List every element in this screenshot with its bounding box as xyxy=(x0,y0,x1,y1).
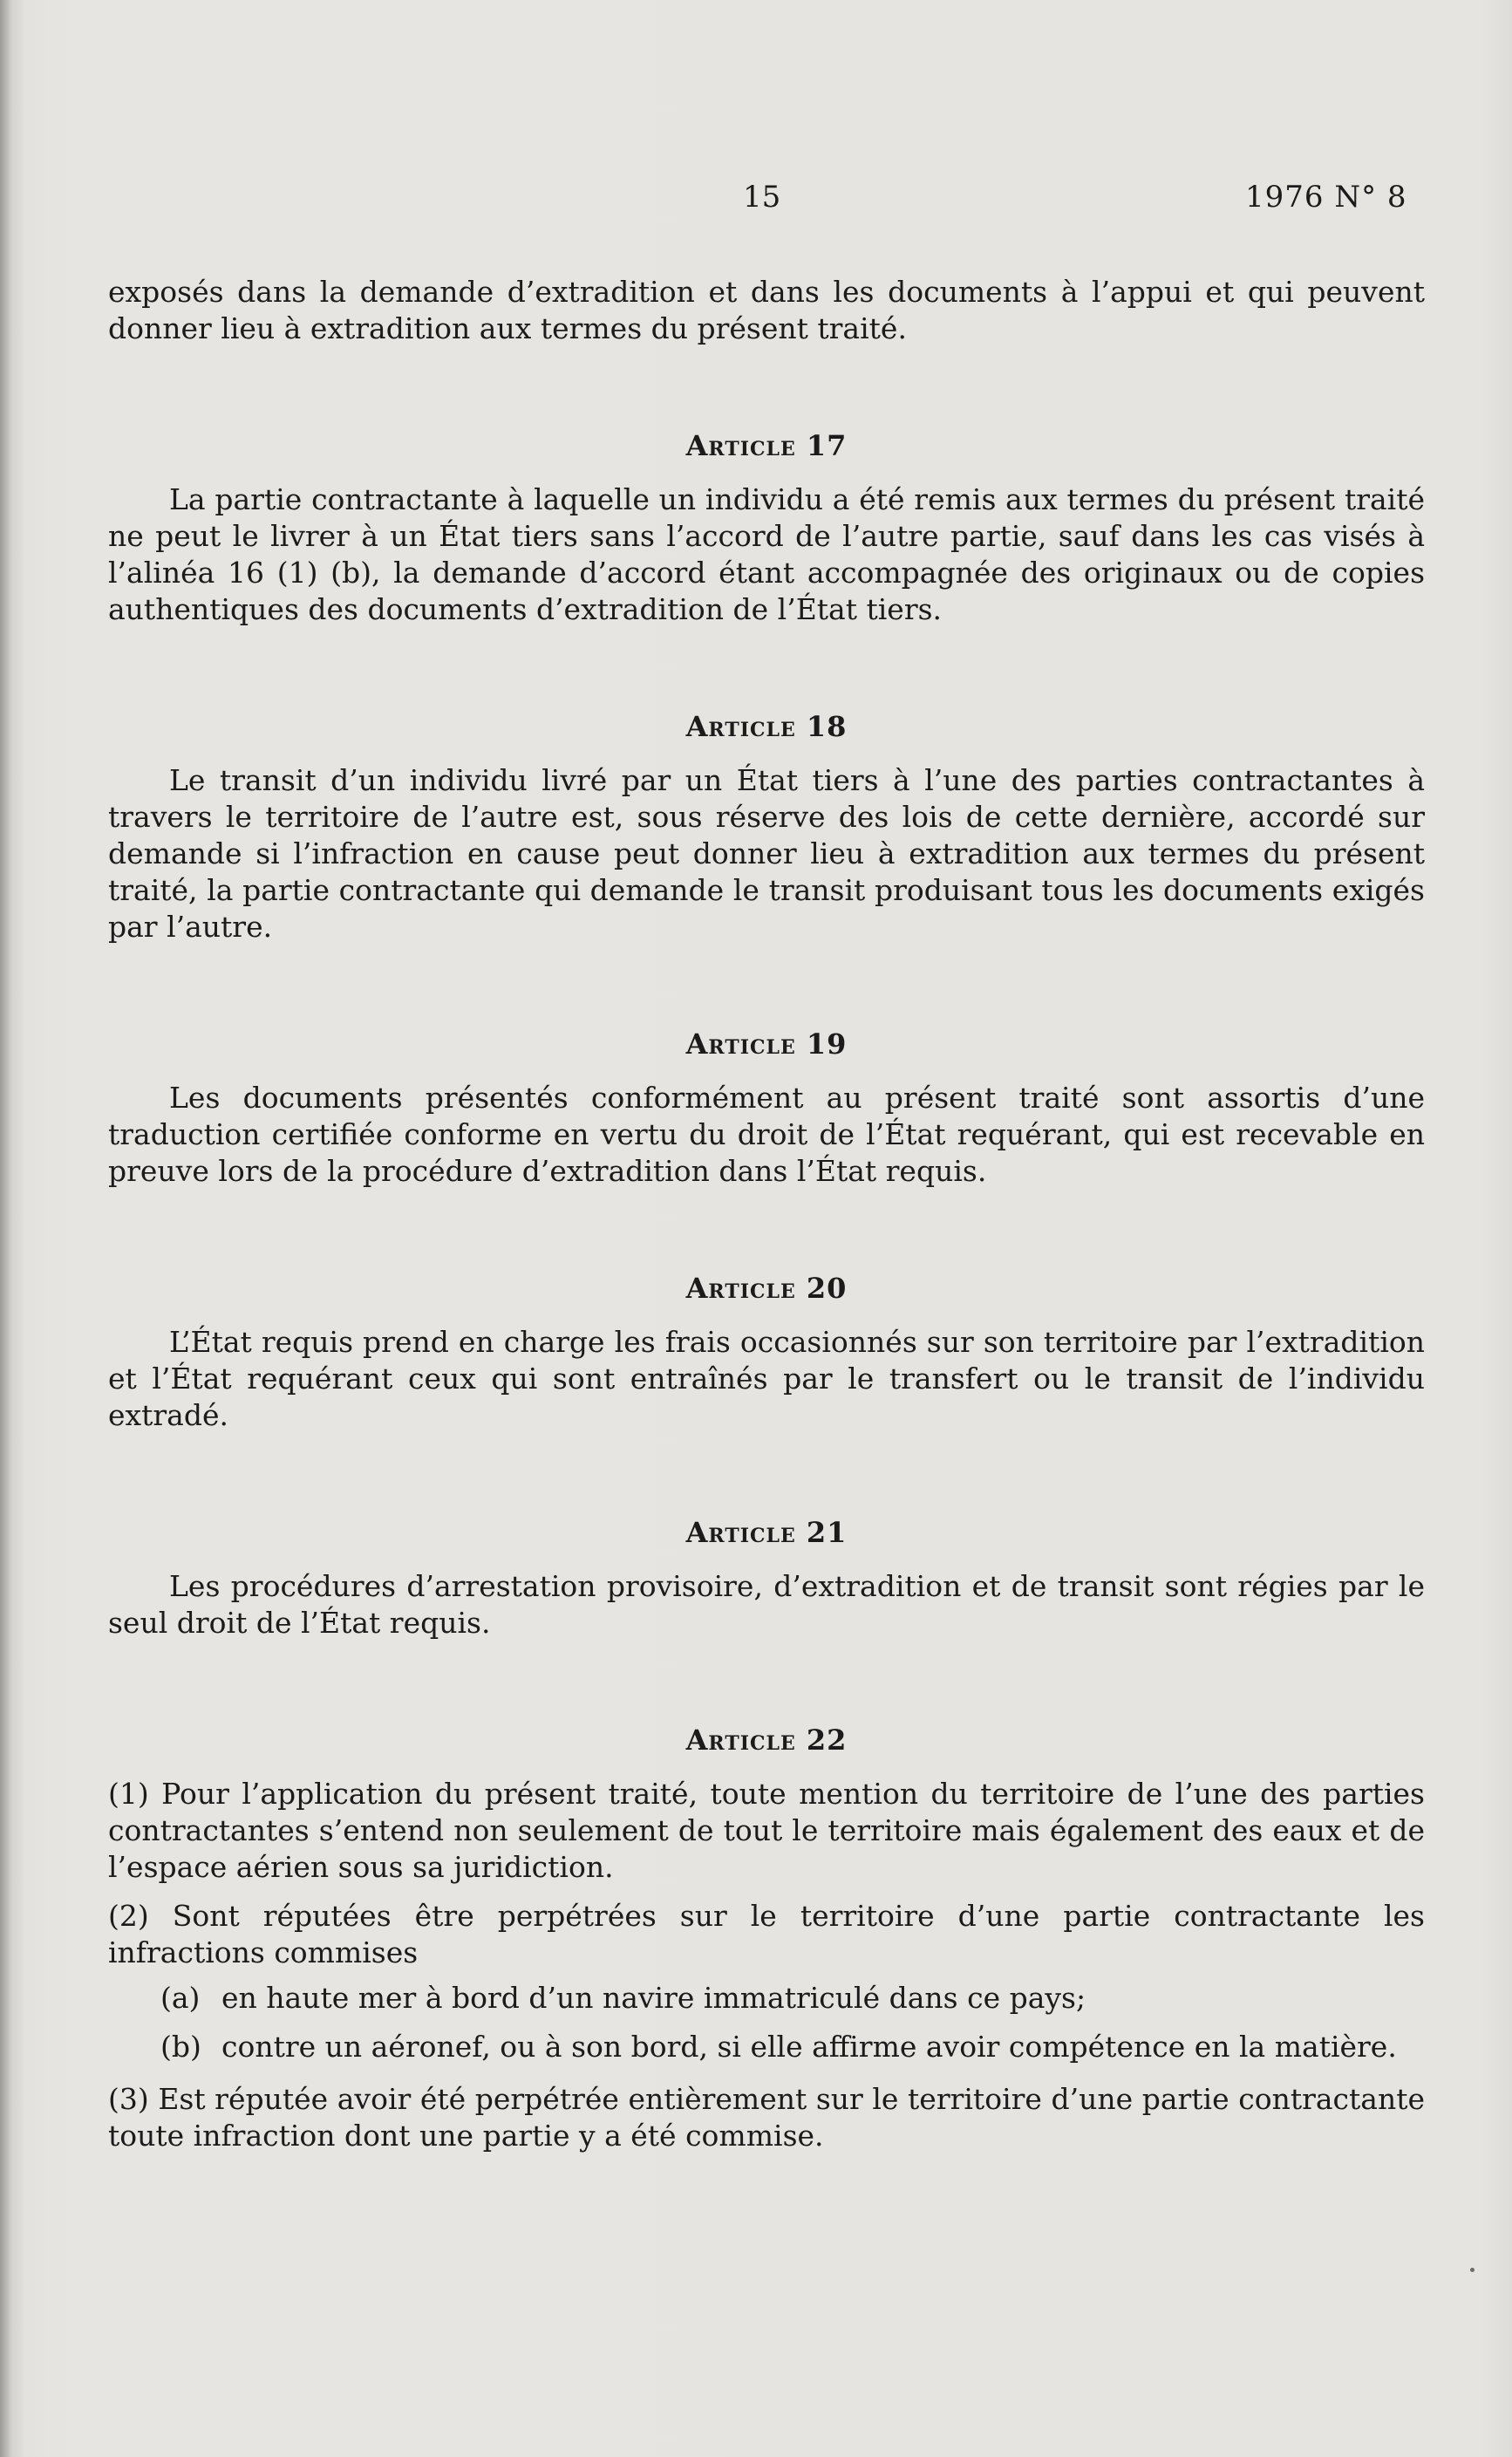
article-20-paragraph: L’État requis prend en charge les frais occasionnés sur son territoire par l’extradition et l’État requérant ceux qui sont entraînés par le transfert ou le transit de l’individu extradé. xyxy=(108,1325,1425,1432)
issue-number: 1976 N° 8 xyxy=(1245,180,1407,215)
article-22-paragraph-1: (1) Pour l’application du présent traité, toute mention du territoire de l’une des parties contractantes s’entend non seulement de tout le territoire mais également des eaux et de l’espace aérien sous sa juridiction. xyxy=(108,1777,1425,1884)
list-item xyxy=(160,2029,1425,2065)
article-21-title: Article 21 xyxy=(685,1516,848,1549)
item-text: contre un aéronef, ou à son bord, si elle affirme avoir compétence en la matière. xyxy=(221,2030,1397,2064)
page-content xyxy=(108,274,1425,2154)
article-19-paragraph: Les documents présentés conformément au présent traité sont assortis d’une traduction certifiée conforme en vertu du droit de l’État requérant, qui est recevable en preuve lors de la procédure d’extradition dans l’État requis. xyxy=(108,1081,1425,1188)
article-17-paragraph: La partie contractante à laquelle un individu a été remis aux termes du présent traité ne peut le livrer à un État tiers sans l’accord de l’autre partie, sauf dans les cas visés à l’alinéa 16 (1) (b), la demande d’accord étant accompagnée des originaux ou de copies authentiques des documents d’extradition de l’État tiers. xyxy=(108,482,1425,626)
article-19-title: Article 19 xyxy=(685,1027,848,1061)
margin-mark xyxy=(1470,2268,1475,2272)
article-22-paragraph-3: (3) Est réputée avoir été perpétrée entièrement sur le territoire d’une partie contractante toute infraction dont une partie y a été commise. xyxy=(108,2082,1425,2153)
article-17-title: Article 17 xyxy=(685,429,848,462)
binding-shadow xyxy=(0,0,12,2457)
article-18-paragraph: Le transit d’un individu livré par un État tiers à l’une des parties contractantes à travers le territoire de l’autre est, sous réserve des lois de cette dernière, accordé sur demande si l’infraction en cause peut donner lieu à extradition aux termes du présent traité, la partie contractante qui demande le transit produisant tous les documents exigés par l’autre. xyxy=(108,763,1425,944)
page-header xyxy=(0,180,1512,215)
list-item xyxy=(160,1980,1425,2017)
article-18-title: Article 18 xyxy=(685,710,848,743)
item-label: (a) xyxy=(160,1981,201,2015)
article-22-paragraph-2: (2) Sont réputées être perpétrées sur le territoire d’une partie contractante les infractions commises xyxy=(108,1899,1425,1969)
article-22-items xyxy=(108,1980,1425,2065)
item-text: en haute mer à bord d’un navire immatriculé dans ce pays; xyxy=(221,1981,1086,2015)
article-22-title: Article 22 xyxy=(685,1723,848,1757)
item-label: (b) xyxy=(160,2030,201,2064)
article-21-paragraph: Les procédures d’arrestation provisoire, d’extradition et de transit sont régies par le seul droit de l’État requis. xyxy=(108,1569,1425,1640)
page-number: 15 xyxy=(743,180,781,215)
intro-paragraph: exposés dans la demande d’extradition et dans les documents à l’appui et qui peuvent donner lieu à extradition aux termes du présent traité. xyxy=(108,275,1425,345)
article-20-title: Article 20 xyxy=(685,1272,848,1305)
